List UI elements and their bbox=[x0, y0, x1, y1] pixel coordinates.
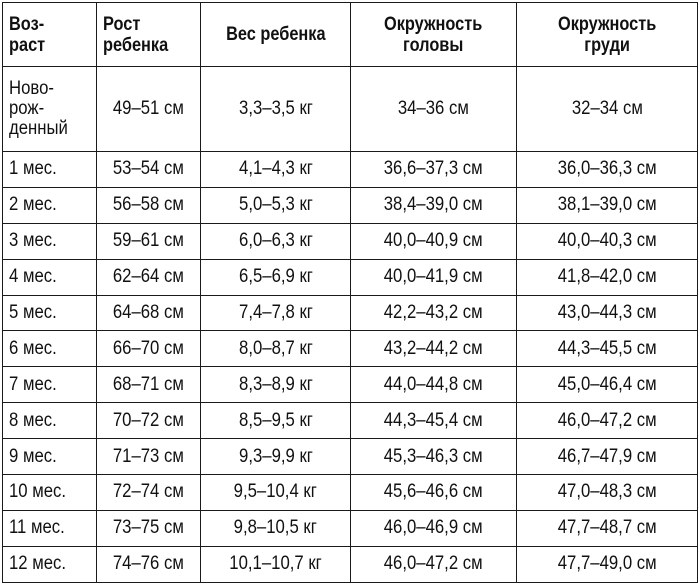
height-cell: 64–68 см bbox=[97, 295, 201, 331]
table-row bbox=[3, 546, 698, 582]
chest-cell: 45,0–46,4 см bbox=[517, 367, 698, 403]
table-row bbox=[3, 403, 698, 439]
weight-cell: 8,0–8,7 кг bbox=[201, 331, 351, 367]
height-cell: 71–73 см bbox=[97, 439, 201, 475]
height-cell: 74–76 см bbox=[97, 546, 201, 582]
table-row bbox=[3, 259, 698, 295]
weight-cell: 3,3–3,5 кг bbox=[201, 67, 351, 152]
height-cell: 73–75 см bbox=[97, 510, 201, 546]
head-cell: 42,2–43,2 см bbox=[351, 295, 517, 331]
chest-cell: 41,8–42,0 см bbox=[517, 259, 698, 295]
table-row bbox=[3, 187, 698, 223]
chest-cell: 43,0–44,3 см bbox=[517, 295, 698, 331]
head-cell: 34–36 см bbox=[351, 67, 517, 152]
table-row-newborn bbox=[3, 67, 698, 152]
weight-cell: 5,0–5,3 кг bbox=[201, 187, 351, 223]
table-row bbox=[3, 152, 698, 188]
chest-cell: 46,0–47,2 см bbox=[517, 403, 698, 439]
header-head-circumference: Окружность головы bbox=[351, 3, 517, 67]
weight-cell: 10,1–10,7 кг bbox=[201, 546, 351, 582]
height-cell: 68–71 см bbox=[97, 367, 201, 403]
head-cell: 45,3–46,3 см bbox=[351, 439, 517, 475]
head-cell: 46,0–47,2 см bbox=[351, 546, 517, 582]
chest-cell: 47,0–48,3 см bbox=[517, 475, 698, 511]
head-cell: 43,2–44,2 см bbox=[351, 331, 517, 367]
head-cell: 40,0–40,9 см bbox=[351, 223, 517, 259]
header-height: Рост ребенка bbox=[97, 3, 201, 67]
chest-cell: 32–34 см bbox=[517, 67, 698, 152]
age-cell: 6 мес. bbox=[3, 331, 97, 367]
head-cell: 44,0–44,8 см bbox=[351, 367, 517, 403]
chest-cell: 47,7–48,7 см bbox=[517, 510, 698, 546]
weight-cell: 8,3–8,9 кг bbox=[201, 367, 351, 403]
chest-cell: 44,3–45,5 см bbox=[517, 331, 698, 367]
table-row bbox=[3, 223, 698, 259]
table-row bbox=[3, 475, 698, 511]
height-cell: 62–64 см bbox=[97, 259, 201, 295]
table-row bbox=[3, 439, 698, 475]
age-cell: 12 мес. bbox=[3, 546, 97, 582]
weight-cell: 9,8–10,5 кг bbox=[201, 510, 351, 546]
age-cell: 3 мес. bbox=[3, 223, 97, 259]
age-cell: 2 мес. bbox=[3, 187, 97, 223]
table-row bbox=[3, 367, 698, 403]
table-row bbox=[3, 295, 698, 331]
weight-cell: 6,5–6,9 кг bbox=[201, 259, 351, 295]
chest-cell: 38,1–39,0 см bbox=[517, 187, 698, 223]
table-row bbox=[3, 510, 698, 546]
head-cell: 44,3–45,4 см bbox=[351, 403, 517, 439]
header-weight: Вес ребенка bbox=[201, 3, 351, 67]
weight-cell: 7,4–7,8 кг bbox=[201, 295, 351, 331]
table-row bbox=[3, 331, 698, 367]
age-cell: 10 мес. bbox=[3, 475, 97, 511]
weight-cell: 9,3–9,9 кг bbox=[201, 439, 351, 475]
header-age: Воз- раст bbox=[3, 3, 97, 67]
age-cell: Ново- рож- денный bbox=[3, 67, 97, 152]
height-cell: 59–61 см bbox=[97, 223, 201, 259]
head-cell: 45,6–46,6 см bbox=[351, 475, 517, 511]
chest-cell: 36,0–36,3 см bbox=[517, 152, 698, 188]
growth-table bbox=[2, 2, 698, 583]
head-cell: 38,4–39,0 см bbox=[351, 187, 517, 223]
header-row bbox=[3, 3, 698, 67]
chest-cell: 46,7–47,9 см bbox=[517, 439, 698, 475]
header-chest-circumference: Окружность груди bbox=[517, 3, 698, 67]
age-cell: 4 мес. bbox=[3, 259, 97, 295]
height-cell: 66–70 см bbox=[97, 331, 201, 367]
age-cell: 11 мес. bbox=[3, 510, 97, 546]
age-cell: 1 мес. bbox=[3, 152, 97, 188]
head-cell: 46,0–46,9 см bbox=[351, 510, 517, 546]
weight-cell: 9,5–10,4 кг bbox=[201, 475, 351, 511]
weight-cell: 8,5–9,5 кг bbox=[201, 403, 351, 439]
height-cell: 49–51 см bbox=[97, 67, 201, 152]
age-cell: 5 мес. bbox=[3, 295, 97, 331]
head-cell: 40,0–41,9 см bbox=[351, 259, 517, 295]
age-cell: 8 мес. bbox=[3, 403, 97, 439]
weight-cell: 6,0–6,3 кг bbox=[201, 223, 351, 259]
height-cell: 72–74 см bbox=[97, 475, 201, 511]
chest-cell: 47,7–49,0 см bbox=[517, 546, 698, 582]
chest-cell: 40,0–40,3 см bbox=[517, 223, 698, 259]
height-cell: 70–72 см bbox=[97, 403, 201, 439]
weight-cell: 4,1–4,3 кг bbox=[201, 152, 351, 188]
height-cell: 53–54 см bbox=[97, 152, 201, 188]
height-cell: 56–58 см bbox=[97, 187, 201, 223]
age-cell: 7 мес. bbox=[3, 367, 97, 403]
age-cell: 9 мес. bbox=[3, 439, 97, 475]
head-cell: 36,6–37,3 см bbox=[351, 152, 517, 188]
